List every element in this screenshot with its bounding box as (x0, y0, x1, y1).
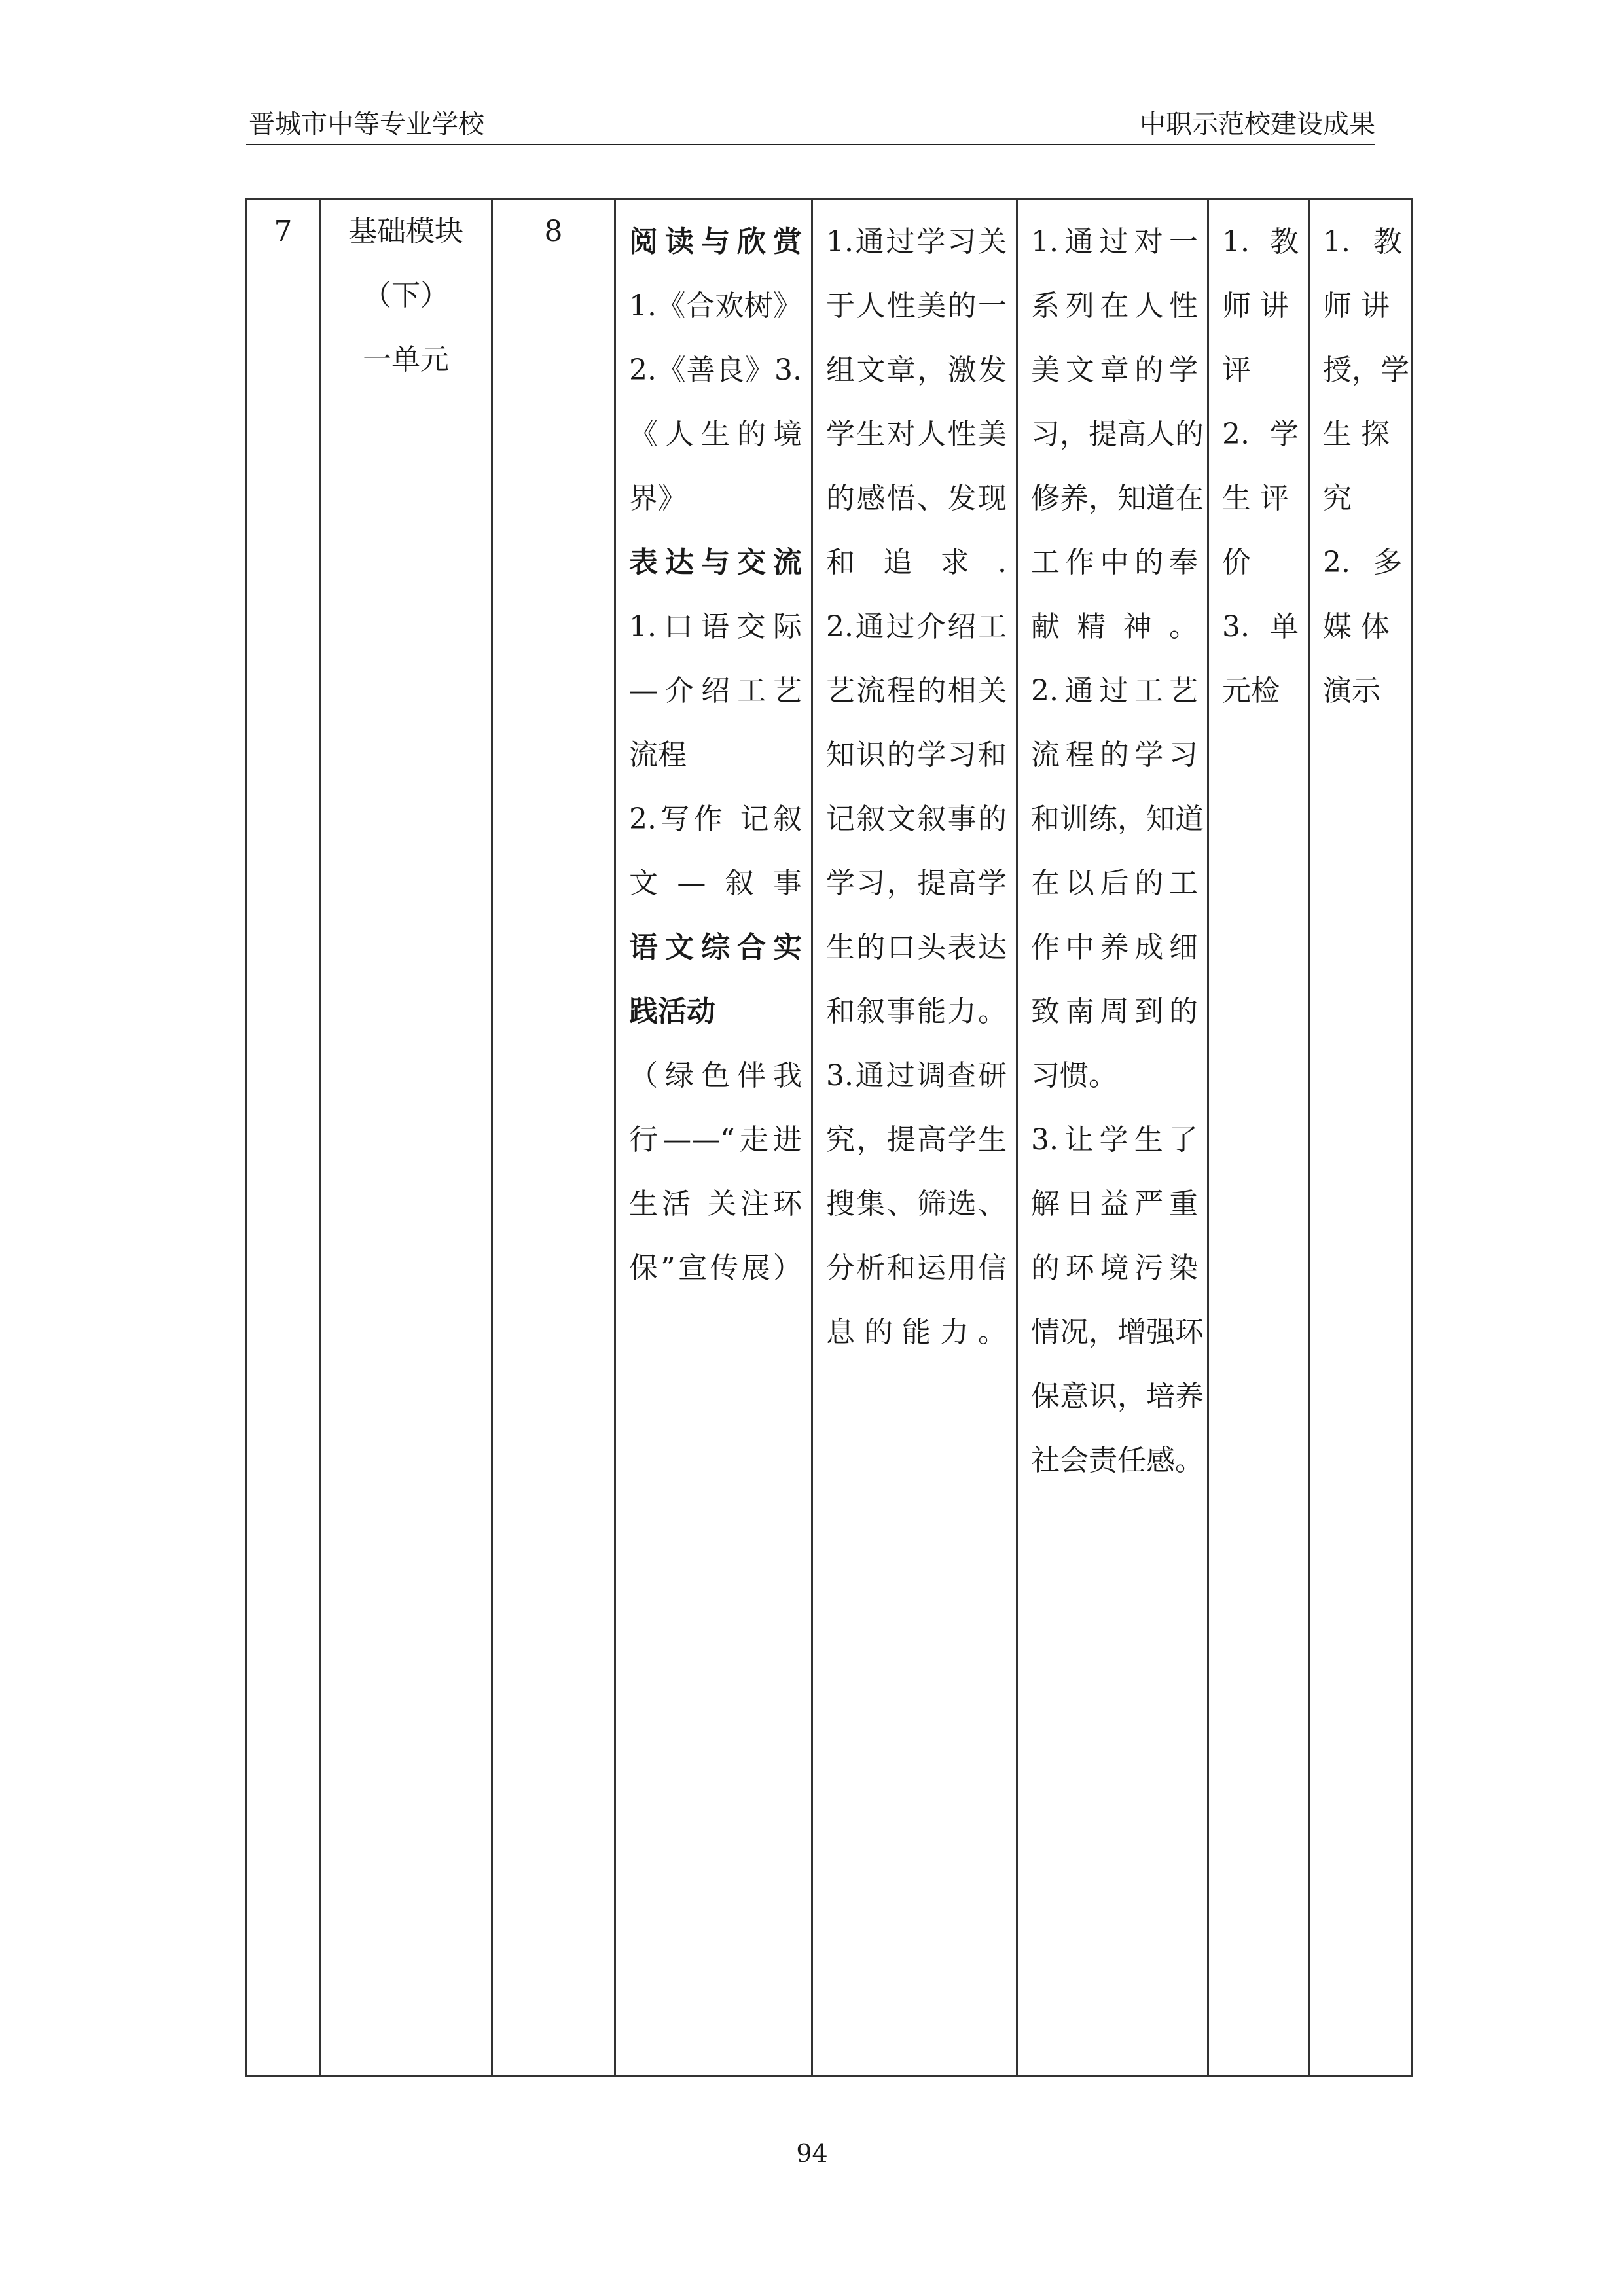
method-line: 授，学 (1323, 353, 1409, 387)
content-line: 保”宣传展） (629, 1251, 802, 1285)
quality-line: 美文章的学 (1031, 353, 1198, 387)
content-line: 表达与交流 (629, 546, 802, 579)
goal-line: 学生对人性美 (826, 418, 1007, 451)
quality-line: 在以后的工 (1031, 867, 1198, 900)
content-line: 界》 (629, 482, 687, 515)
method-line: 究 (1323, 482, 1352, 515)
module-line: 一单元 (363, 343, 449, 376)
goal-line: 搜集、筛选、 (826, 1187, 1007, 1221)
assessment-line: 1. 教 (1222, 225, 1299, 259)
goal-line: 3.通过调查研 (826, 1059, 1007, 1092)
header-rule (246, 144, 1375, 145)
goal-line: 知识的学习和 (826, 738, 1007, 772)
assessment-line: 2. 学 (1222, 418, 1299, 451)
goal-line: 学习，提高学 (826, 867, 1007, 900)
content-line: 生活 关注环 (629, 1187, 802, 1221)
quality-line: 情况，增强环 (1031, 1316, 1204, 1349)
goal-line: 分析和运用信 (826, 1251, 1007, 1285)
header-document-title: 中职示范校建设成果 (1140, 109, 1375, 139)
method-line: 1. 教 (1323, 225, 1402, 259)
goal-line: 2.通过介绍工 (826, 610, 1007, 643)
assessment-line: 生 评 (1222, 482, 1289, 515)
page-number: 94 (796, 2139, 828, 2168)
quality-line: 社会责任感。 (1031, 1444, 1204, 1477)
content-line: 语文综合实 (629, 931, 802, 964)
quality-line: 献精神。 (1031, 610, 1198, 643)
assessment-line: 评 (1222, 353, 1251, 387)
assessment-line: 元检 (1222, 674, 1280, 708)
cell-methods (1309, 199, 1413, 2077)
cell-quality (1017, 199, 1208, 2077)
method-line: 演示 (1323, 674, 1380, 708)
assessment-line: 3. 单 (1222, 610, 1299, 643)
row-index: 7 (274, 215, 293, 248)
assessment-line: 师 讲 (1222, 289, 1289, 323)
goal-line: 于人性美的一 (826, 289, 1007, 323)
quality-line: 修养，知道在 (1031, 482, 1204, 515)
table-row (247, 199, 1413, 2077)
content-line: —介绍工艺 (629, 674, 802, 708)
quality-line: 习，提高人的 (1031, 418, 1204, 451)
content-line: 文—叙事 (629, 867, 802, 900)
header-school-name: 晋城市中等专业学校 (249, 109, 484, 139)
goal-line: 究，提高学生 (826, 1123, 1007, 1157)
cell-module (320, 199, 492, 2077)
assessment-line: 价 (1222, 546, 1251, 579)
quality-line: 工作中的奉 (1031, 546, 1198, 579)
goal-line: 记叙文叙事的 (826, 802, 1007, 836)
cell-hours (492, 199, 615, 2077)
content-line: 2.《善良》3. (629, 353, 802, 387)
method-line: 师 讲 (1323, 289, 1390, 323)
cell-content (615, 199, 812, 2077)
content-line: 行——“走进 (629, 1123, 802, 1157)
goal-line: 息的能力。 (826, 1316, 1007, 1349)
method-line: 生 探 (1323, 418, 1390, 451)
cell-assessment (1208, 199, 1309, 2077)
quality-line: 习惯。 (1031, 1059, 1117, 1092)
quality-line: 系列在人性 (1031, 289, 1198, 323)
goal-line: 艺流程的相关 (826, 674, 1007, 708)
cell-index (247, 199, 320, 2077)
content-line: （绿色伴我 (629, 1059, 802, 1092)
quality-line: 解日益严重 (1031, 1187, 1198, 1221)
method-line: 媒 体 (1323, 610, 1390, 643)
quality-line: 作中养成细 (1031, 931, 1198, 964)
content-line: 阅读与欣赏 (629, 225, 802, 259)
method-line: 2. 多 (1323, 546, 1402, 579)
content-line: 2.写作 记叙 (629, 802, 802, 836)
goal-line: 的感悟、发现 (826, 482, 1007, 515)
curriculum-table (245, 198, 1413, 2077)
goal-line: 1.通过学习关 (826, 225, 1007, 259)
quality-line: 流程的学习 (1031, 738, 1198, 772)
row-hours: 8 (544, 215, 563, 248)
quality-line: 致南周到的 (1031, 995, 1198, 1028)
content-line: 1.口语交际 (629, 610, 802, 643)
cell-goals (812, 199, 1017, 2077)
quality-line: 3.让学生了 (1031, 1123, 1198, 1157)
module-line: （下） (363, 279, 449, 312)
quality-line: 1.通过对一 (1031, 225, 1198, 259)
quality-line: 2.通过工艺 (1031, 674, 1198, 708)
module-line: 基础模块 (348, 215, 463, 248)
quality-line: 保意识，培养 (1031, 1380, 1204, 1413)
quality-line: 的环境污染 (1031, 1251, 1198, 1285)
goal-line: 和追求. (826, 546, 1007, 579)
goal-line: 组文章，激发 (826, 353, 1007, 387)
goal-line: 和叙事能力。 (826, 995, 1007, 1028)
content-line: 《人生的境 (629, 418, 802, 451)
goal-line: 生的口头表达 (826, 931, 1007, 964)
content-line: 流程 (629, 738, 687, 772)
content-line: 1.《合欢树》 (629, 289, 802, 323)
content-line: 践活动 (629, 995, 715, 1028)
quality-line: 和训练，知道 (1031, 802, 1204, 836)
